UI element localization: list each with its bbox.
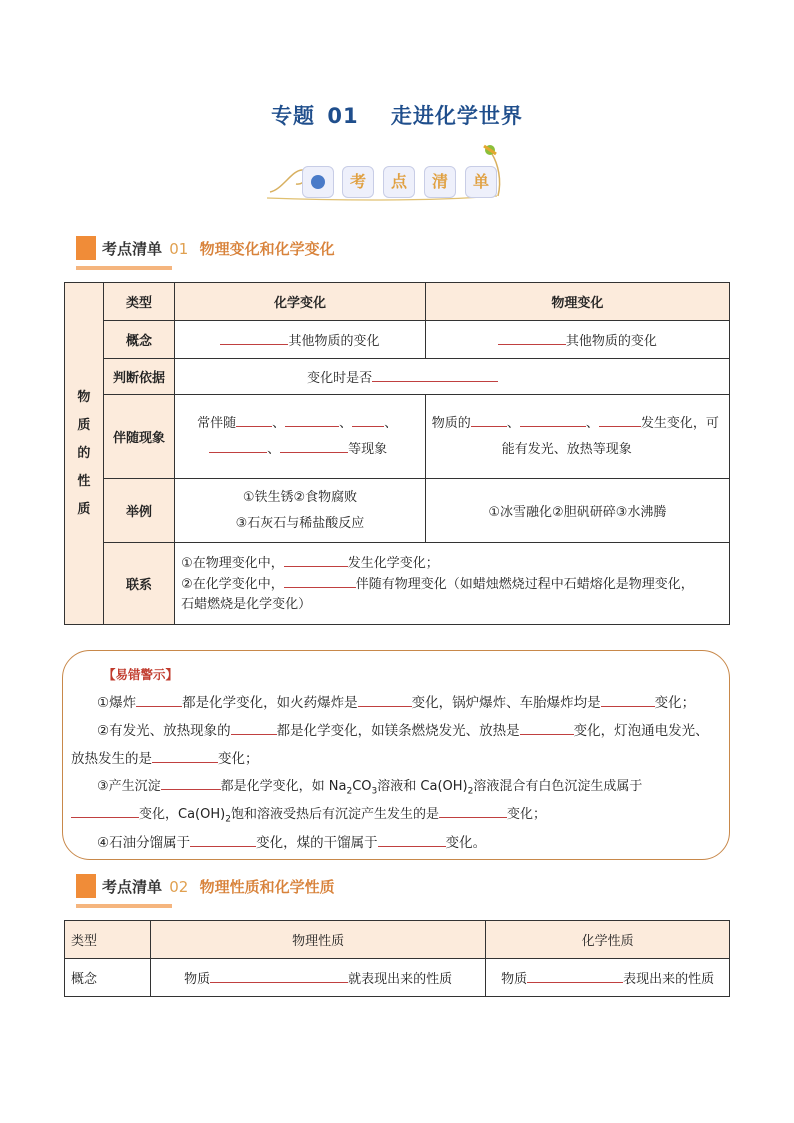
header-type: 类型 [103, 283, 174, 321]
warning-title: 【易错警示】 [103, 667, 179, 682]
warning-line-2: ②有发光、放热现象的 都是化学变化，如镁条燃烧发光、放热是 变化，灯泡通电发光、 [97, 723, 709, 739]
fill-blank[interactable] [284, 574, 356, 588]
concept-phys: 其他物质的变化 [425, 321, 729, 359]
banner-char-1: 考 [342, 166, 374, 198]
banner-char-2: 点 [383, 166, 415, 198]
warning-line-4: ③产生沉淀 都是化学变化，如 $Na_2CO_3$溶液和 $Ca(OH)_2$溶液混合有白色沉淀生成属于 [97, 775, 642, 797]
row-label-concept: 概念 [103, 321, 174, 359]
fill-blank[interactable] [352, 413, 384, 427]
fill-blank[interactable] [152, 749, 218, 763]
example-chem: ①铁生锈②食物腐败 ③石灰石与稀盐酸反应 [175, 479, 426, 543]
concept-phys: 物质 就表现出来的性质 [150, 959, 486, 997]
phenomena-phys: 物质的 、 、 发生变化，可 能有发光、放热等现象 [425, 395, 729, 479]
fill-blank[interactable] [358, 693, 412, 707]
fill-blank[interactable] [372, 368, 498, 382]
section-name: 物理变化和化学变化 [199, 240, 335, 258]
section-marker-icon [76, 236, 96, 260]
fill-blank[interactable] [236, 413, 272, 427]
warning-line-1: ①爆炸 都是化学变化，如火药爆炸是 变化，锅炉爆炸、车胎爆炸均是 变化； [97, 695, 696, 711]
fill-blank[interactable] [520, 721, 574, 735]
title-main: 走进化学世界 [390, 104, 523, 128]
fill-blank[interactable] [220, 331, 288, 345]
property-table [64, 920, 730, 997]
fill-blank[interactable] [498, 331, 566, 345]
row-label-concept: 概念 [65, 959, 151, 997]
banner-dot-icon [302, 166, 334, 198]
fill-blank[interactable] [280, 439, 348, 453]
fill-blank[interactable] [527, 969, 623, 983]
warning-line-3: 放热发生的是 变化； [71, 751, 259, 767]
section-name: 物理性质和化学性质 [199, 878, 335, 896]
header-type: 类型 [65, 921, 151, 959]
header-chem: 化学变化 [175, 283, 426, 321]
fill-blank[interactable] [439, 804, 507, 818]
row-label-relation: 联系 [103, 543, 174, 625]
page-title [0, 100, 794, 130]
fill-blank[interactable] [601, 693, 655, 707]
warning-line-5: 变化，$Ca(OH)_2$饱和溶液受热后有沉淀产生发生的是 变化； [71, 803, 546, 825]
banner-char-4: 单 [465, 166, 497, 198]
concept-chem: 物质 表现出来的性质 [486, 959, 730, 997]
kaodian-banner [262, 140, 512, 206]
example-phys: ①冰雪融化②胆矾研碎③水沸腾 [425, 479, 729, 543]
relation-text: ①在物理变化中， 发生化学变化； ②在化学变化中， 伴随有物理变化（如蜡烛燃烧过程中石蜡熔化是物理变化， 石蜡燃烧是化学变化） [175, 543, 730, 625]
title-number: 01 [327, 104, 359, 128]
fill-blank[interactable] [285, 413, 339, 427]
section-tag: 考点清单 [102, 240, 163, 258]
title-prefix: 专题 [271, 104, 316, 128]
row-label-basis: 判断依据 [103, 359, 174, 395]
fill-blank[interactable] [471, 413, 507, 427]
concept-chem: 其他物质的变化 [175, 321, 426, 359]
fill-blank[interactable] [161, 776, 221, 790]
section-underline [76, 904, 172, 908]
section-number: 01 [169, 240, 189, 258]
section-marker-icon [76, 874, 96, 898]
warning-box [62, 650, 730, 860]
fill-blank[interactable] [210, 969, 348, 983]
section-tag: 考点清单 [102, 878, 163, 896]
fill-blank[interactable] [599, 413, 641, 427]
fill-blank[interactable] [520, 413, 586, 427]
row-label-phenomena: 伴随现象 [103, 395, 174, 479]
fill-blank[interactable] [136, 693, 182, 707]
section-number: 02 [169, 878, 189, 896]
row-label-example: 举例 [103, 479, 174, 543]
fill-blank[interactable] [190, 833, 256, 847]
basis-text: 变化时是否 [175, 359, 730, 395]
fill-blank[interactable] [71, 804, 139, 818]
change-table [64, 282, 730, 625]
fill-blank[interactable] [231, 721, 277, 735]
warning-line-6: ④石油分馏属于 变化，煤的干馏属于 变化。 [97, 835, 487, 851]
header-phys: 物理性质 [150, 921, 486, 959]
section-underline [76, 266, 172, 270]
fill-blank[interactable] [209, 439, 267, 453]
fill-blank[interactable] [378, 833, 446, 847]
fill-blank[interactable] [284, 553, 348, 567]
banner-char-3: 清 [424, 166, 456, 198]
header-chem: 化学性质 [486, 921, 730, 959]
header-phys: 物理变化 [425, 283, 729, 321]
side-label: 物 质 的 性 质 [65, 283, 104, 625]
phenomena-chem: 常伴随 、 、 、 、 等现象 [175, 395, 426, 479]
